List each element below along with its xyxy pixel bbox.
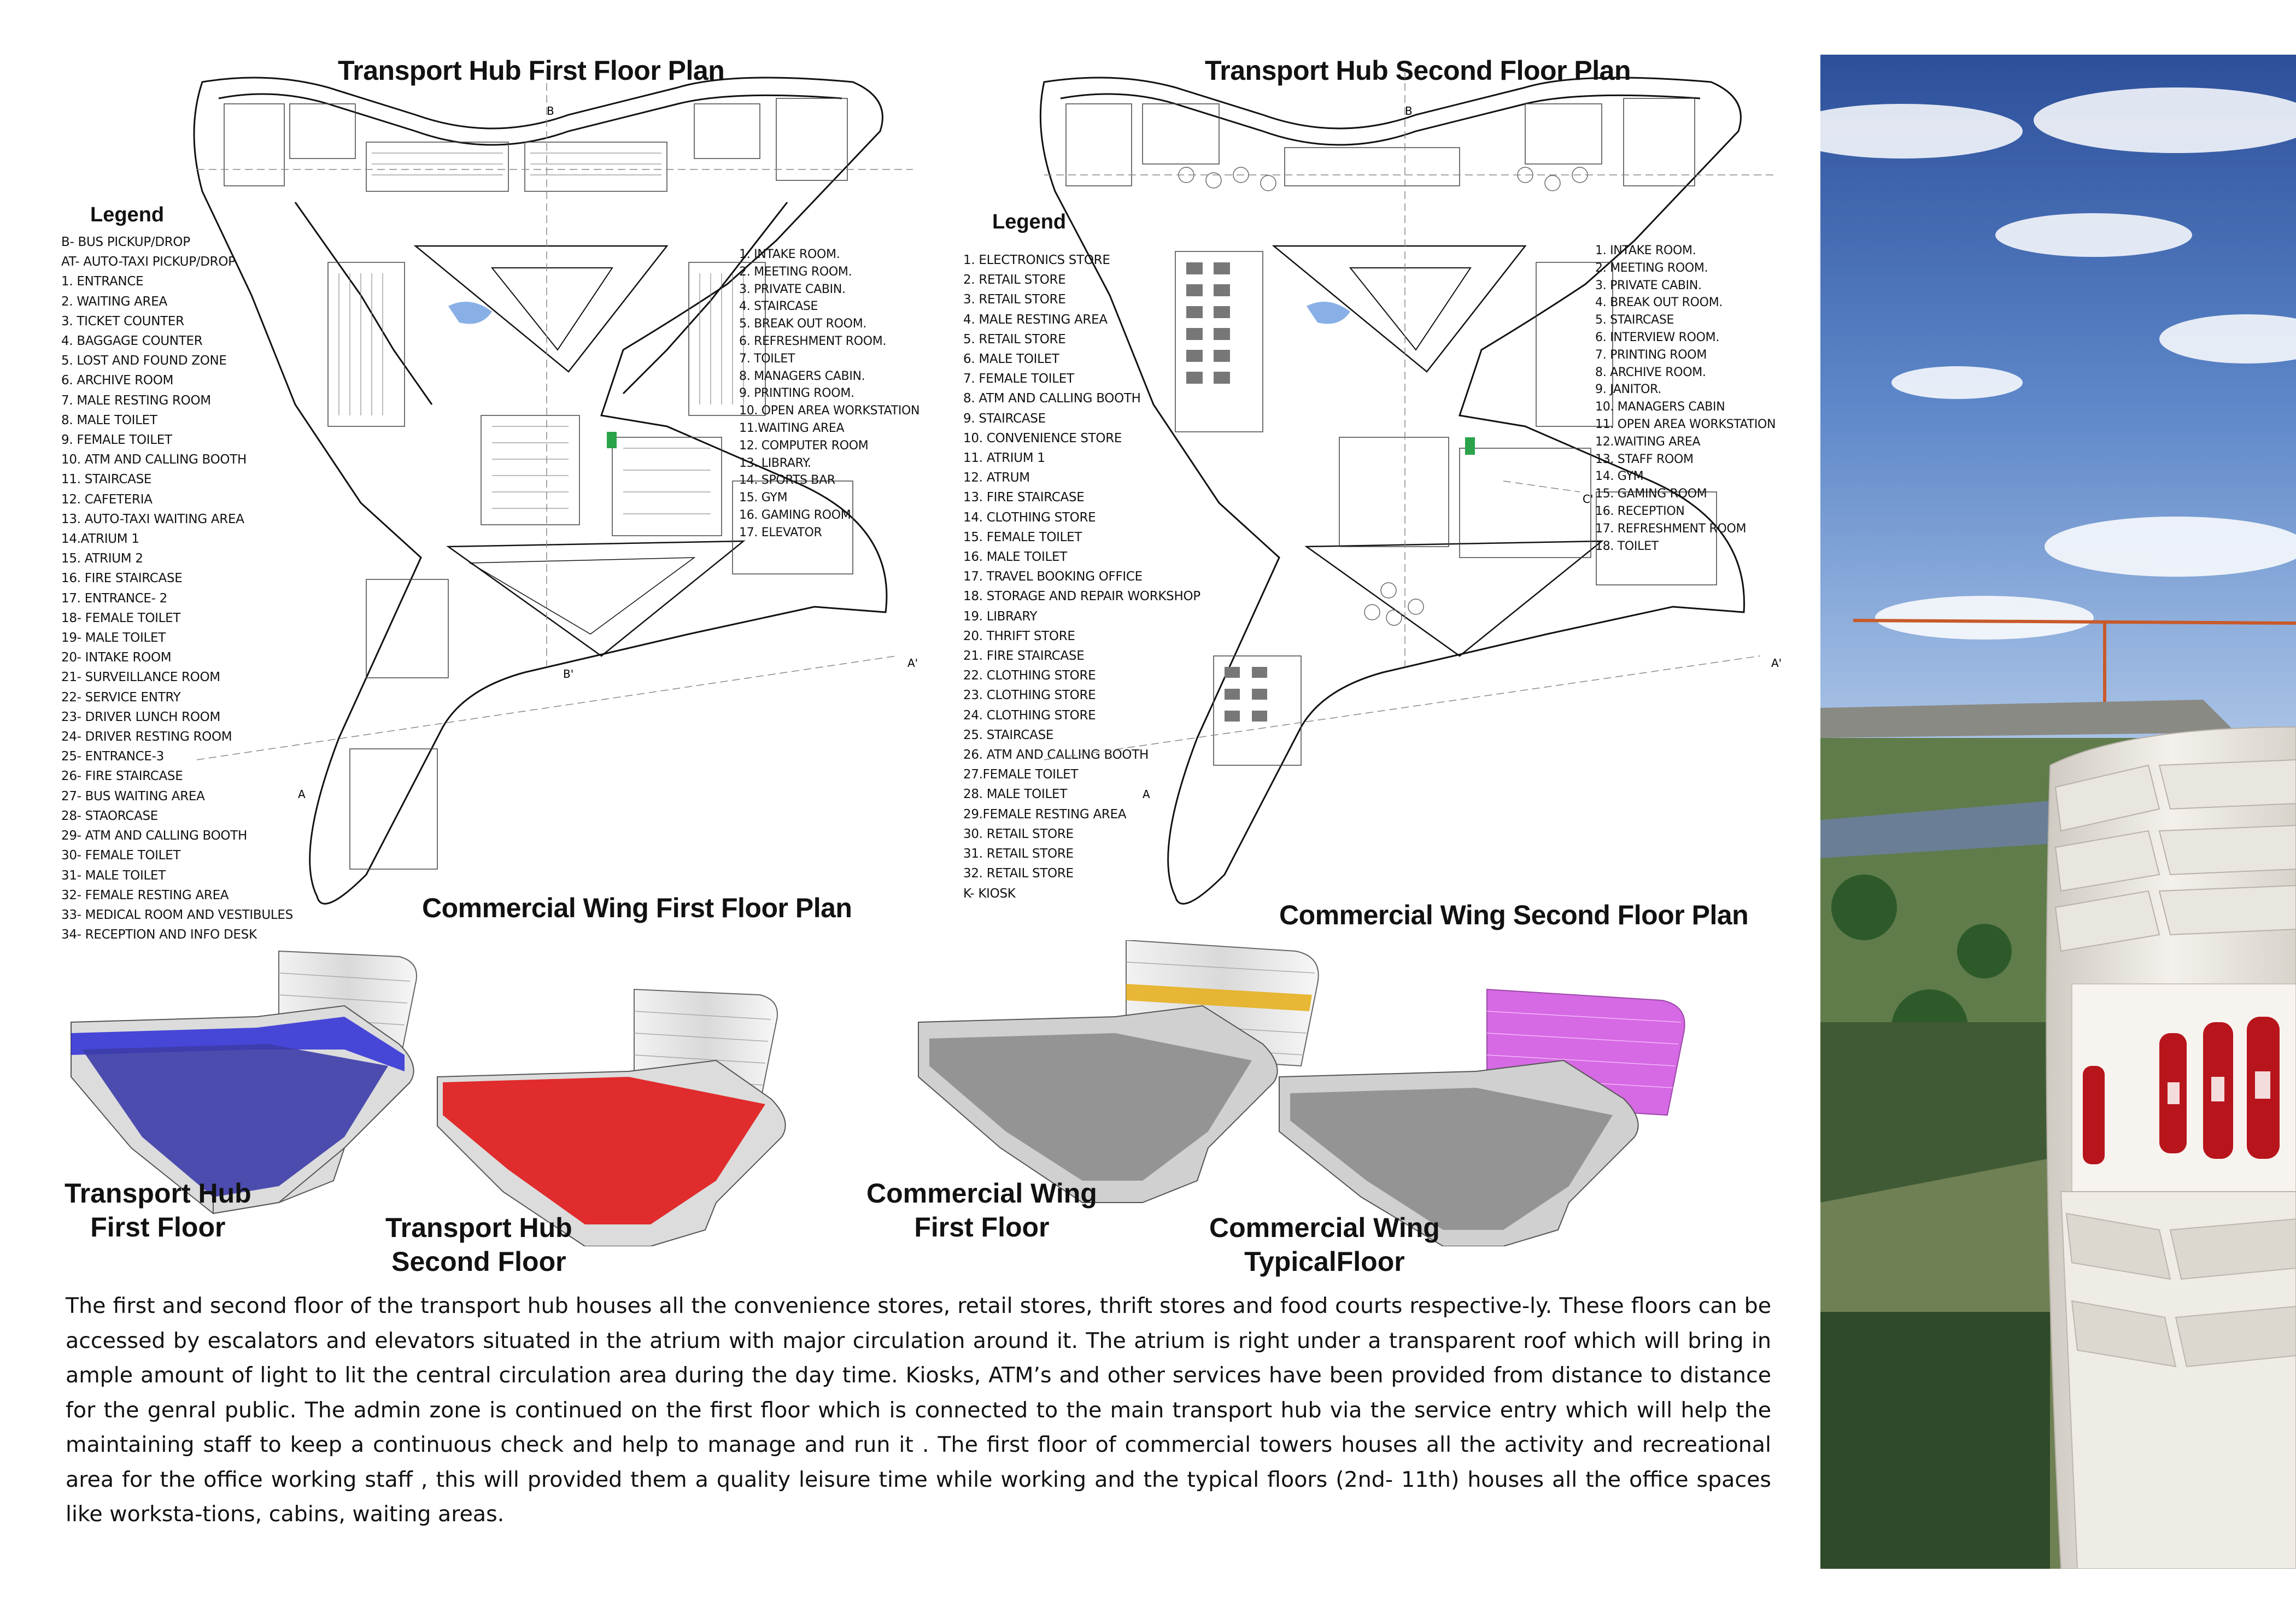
title-commercial-wing-second-floor-plan: Commercial Wing Second Floor Plan bbox=[1279, 900, 1749, 930]
room-list-item: 16. GAMING ROOM bbox=[739, 508, 851, 522]
legend-item: B- BUS PICKUP/DROP bbox=[61, 235, 190, 249]
legend-item: 31- MALE TOILET bbox=[61, 868, 166, 883]
iso-label-transport-hub-second-floor bbox=[385, 1211, 572, 1279]
iso-transport-hub-second-floor bbox=[437, 989, 786, 1246]
iso-label-line: Transport Hub bbox=[65, 1178, 251, 1209]
legend-item: AT- AUTO-TAXI PICKUP/DROP bbox=[61, 255, 236, 269]
legend-item: 1. ELECTRONICS STORE bbox=[963, 253, 1110, 267]
iso-label-line: TypicalFloor bbox=[1244, 1246, 1405, 1277]
legend-item: 24. CLOTHING STORE bbox=[963, 708, 1096, 723]
room-list-item: 12. COMPUTER ROOM bbox=[739, 438, 869, 453]
iso-label-line: First Floor bbox=[914, 1212, 1050, 1242]
section-mark-b: B bbox=[1405, 104, 1413, 118]
room-list-item: 13. LIBRARY. bbox=[739, 456, 811, 470]
legend-item: 18. STORAGE AND REPAIR WORKSHOP bbox=[963, 589, 1200, 604]
description-paragraph: The first and second floor of the transport hub houses all the convenience stores, retail stores, thrift stores and food courts respective-ly. These floors can be accessed by escalators and elevators situated in the atrium with major circulation around it. The atrium is right under a transparent roof which will bring in ample amount of light to lit the central circulation area during the day time. Kiosks, ATM’s and other services have been provided from distance to distance for the genral public. The admin zone is continued on the first floor which is connected to the main transport hub via the service entry which will help the maintaining staff to keep a continuous check and help to manage and run it . The first floor of commercial towers houses all the activity and recreational area for the office working staff , this will provided them a quality leisure time while working and the typical floors (2nd- 11th) houses all the office spaces like worksta-tions, cabins, waiting areas. bbox=[66, 1293, 1771, 1527]
title-transport-hub-first-floor-plan: Transport Hub First Floor Plan bbox=[338, 55, 725, 86]
legend-item: 8. ATM AND CALLING BOOTH bbox=[963, 391, 1141, 406]
legend-item: 2. WAITING AREA bbox=[61, 294, 167, 309]
iso-label-line: Second Floor bbox=[391, 1246, 566, 1277]
title-transport-hub-second-floor-plan: Transport Hub Second Floor Plan bbox=[1205, 55, 1631, 86]
title-commercial-wing-first-floor-plan: Commercial Wing First Floor Plan bbox=[422, 893, 852, 923]
legend-item: 3. TICKET COUNTER bbox=[61, 314, 184, 329]
room-list-item: 13. STAFF ROOM bbox=[1595, 452, 1694, 466]
legend-heading-first-floor: Legend bbox=[90, 203, 165, 226]
room-list-item: 14. GYM bbox=[1595, 470, 1644, 484]
legend-item: 12. ATRUM bbox=[963, 471, 1030, 485]
section-mark-a-prime: A' bbox=[907, 656, 918, 670]
room-list-item: 1. INTAKE ROOM. bbox=[1595, 244, 1696, 257]
legend-item: 23- DRIVER LUNCH ROOM bbox=[61, 710, 221, 724]
iso-label-line: First Floor bbox=[90, 1212, 226, 1242]
legend-item: 34- RECEPTION AND INFO DESK bbox=[61, 928, 257, 942]
room-list-item: 7. PRINTING ROOM bbox=[1595, 348, 1707, 362]
legend-item: 21- SURVEILLANCE ROOM bbox=[61, 670, 220, 685]
iso-commercial-wing-first-floor bbox=[918, 940, 1319, 1203]
room-list-item: 11.WAITING AREA bbox=[739, 421, 845, 435]
room-list-commercial-wing-first bbox=[739, 246, 919, 542]
legend-item: 4. MALE RESTING AREA bbox=[963, 312, 1108, 327]
room-list-item: 17. ELEVATOR bbox=[739, 525, 822, 540]
room-list-item: 17. REFRESHMENT ROOM bbox=[1595, 521, 1747, 536]
legend-item: 28- STAORCASE bbox=[61, 808, 159, 823]
room-list-item: 16. RECEPTION bbox=[1595, 504, 1685, 518]
room-list-item: 14. SPORTS BAR bbox=[739, 473, 835, 488]
room-list-item: 12.WAITING AREA bbox=[1595, 435, 1701, 449]
legend-item: 29.FEMALE RESTING AREA bbox=[963, 807, 1127, 822]
room-list-item: 7. TOILET bbox=[739, 351, 795, 366]
legend-item: 17. ENTRANCE- 2 bbox=[61, 591, 167, 606]
room-list-item: 9. PRINTING ROOM. bbox=[739, 386, 854, 401]
legend-item: 11. STAIRCASE bbox=[61, 472, 152, 487]
legend-item: 9. STAIRCASE bbox=[963, 411, 1046, 426]
legend-item: K- KIOSK bbox=[963, 886, 1016, 901]
legend-item: 29- ATM AND CALLING BOOTH bbox=[61, 829, 247, 843]
legend-item: 9. FEMALE TOILET bbox=[61, 433, 172, 448]
room-list-item: 9. JANITOR. bbox=[1595, 383, 1662, 397]
legend-item: 25- ENTRANCE-3 bbox=[61, 749, 164, 764]
room-list-item: 4. STAIRCASE bbox=[739, 300, 818, 314]
legend-item: 15. ATRIUM 2 bbox=[61, 552, 143, 566]
legend-item: 13. AUTO-TAXI WAITING AREA bbox=[61, 512, 244, 526]
legend-item: 7. FEMALE TOILET bbox=[963, 372, 1074, 386]
legend-item: 22- SERVICE ENTRY bbox=[61, 690, 181, 705]
legend-item: 6. ARCHIVE ROOM bbox=[61, 373, 174, 388]
legend-item: 31. RETAIL STORE bbox=[963, 847, 1074, 861]
section-mark-a-prime: A' bbox=[1771, 656, 1782, 670]
iso-transport-hub-first-floor bbox=[71, 951, 417, 1213]
legend-item: 25. STAIRCASE bbox=[963, 728, 1054, 742]
room-list-item: 11. OPEN AREA WORKSTATION bbox=[1595, 417, 1776, 431]
legend-heading-second-floor: Legend bbox=[992, 210, 1067, 233]
legend-item: 18- FEMALE TOILET bbox=[61, 611, 181, 625]
legend-item: 8. MALE TOILET bbox=[61, 413, 157, 427]
legend-item: 20- INTAKE ROOM bbox=[61, 650, 172, 665]
legend-item: 10. ATM AND CALLING BOOTH bbox=[61, 453, 247, 467]
legend-item: 5. LOST AND FOUND ZONE bbox=[61, 354, 227, 368]
room-list-item: 15. GYM bbox=[739, 491, 788, 505]
section-mark-b: B bbox=[547, 104, 554, 118]
legend-item: 21. FIRE STAIRCASE bbox=[963, 649, 1085, 664]
legend-item: 14. CLOTHING STORE bbox=[963, 510, 1096, 525]
section-mark-c-prime: C' bbox=[1583, 493, 1594, 506]
iso-label-transport-hub-first-floor bbox=[65, 1176, 251, 1244]
legend-item: 11. ATRIUM 1 bbox=[963, 451, 1045, 466]
legend-item: 3. RETAIL STORE bbox=[963, 292, 1066, 307]
room-list-item: 10. OPEN AREA WORKSTATION bbox=[739, 404, 920, 418]
legend-item: 24- DRIVER RESTING ROOM bbox=[61, 730, 232, 744]
room-list-item: 6. REFRESHMENT ROOM. bbox=[739, 334, 887, 348]
legend-item: 4. BAGGAGE COUNTER bbox=[61, 334, 203, 349]
legend-item: 6. MALE TOILET bbox=[963, 352, 1059, 367]
section-mark-a: A bbox=[298, 788, 306, 801]
room-list-item: 5. STAIRCASE bbox=[1595, 313, 1674, 327]
legend-item: 23. CLOTHING STORE bbox=[963, 688, 1096, 703]
legend-item: 2. RETAIL STORE bbox=[963, 273, 1066, 288]
legend-item: 27.FEMALE TOILET bbox=[963, 767, 1079, 782]
room-list-item: 18. TOILET bbox=[1595, 539, 1659, 553]
perspective-render-svg bbox=[1820, 55, 2296, 1569]
section-mark-b-prime: B' bbox=[563, 667, 574, 681]
legend-item: 7. MALE RESTING ROOM bbox=[61, 393, 211, 408]
legend-item: 19- MALE TOILET bbox=[61, 631, 166, 646]
iso-label-commercial-wing-first-floor bbox=[866, 1176, 1097, 1244]
legend-item: 16. FIRE STAIRCASE bbox=[61, 571, 183, 586]
legend-item: 30- FEMALE TOILET bbox=[61, 848, 181, 863]
legend-item: 19. LIBRARY bbox=[963, 609, 1038, 624]
iso-label-line: Commercial Wing bbox=[1209, 1212, 1440, 1243]
room-list-item: 8. MANAGERS CABIN. bbox=[739, 369, 865, 383]
legend-item: 20. THRIFT STORE bbox=[963, 629, 1075, 643]
legend-item: 16. MALE TOILET bbox=[963, 550, 1067, 565]
legend-item: 27- BUS WAITING AREA bbox=[61, 789, 205, 804]
room-list-item: 3. PRIVATE CABIN. bbox=[739, 282, 846, 296]
room-list-item: 2. MEETING ROOM. bbox=[739, 265, 852, 279]
legend-item: 32- FEMALE RESTING AREA bbox=[61, 888, 229, 902]
legend-item: 1. ENTRANCE bbox=[61, 274, 144, 289]
room-list-item: 8. ARCHIVE ROOM. bbox=[1595, 365, 1706, 379]
room-list-item: 10. MANAGERS CABIN bbox=[1595, 400, 1725, 414]
iso-label-commercial-wing-typical-floor bbox=[1209, 1211, 1440, 1279]
room-list-item: 2. MEETING ROOM. bbox=[1595, 261, 1708, 275]
legend-item: 15. FEMALE TOILET bbox=[963, 530, 1082, 544]
iso-label-line: Transport Hub bbox=[385, 1212, 572, 1243]
room-list-item: 1. INTAKE ROOM. bbox=[739, 248, 840, 261]
room-list-commercial-wing-second bbox=[1595, 242, 1776, 555]
legend-item: 26. ATM AND CALLING BOOTH bbox=[963, 748, 1149, 763]
legend-item: 26- FIRE STAIRCASE bbox=[61, 769, 183, 784]
room-list-item: 3. PRIVATE CABIN. bbox=[1595, 278, 1702, 292]
legend-item: 32. RETAIL STORE bbox=[963, 866, 1074, 881]
perspective-render-image bbox=[1820, 55, 2296, 1569]
legend-item: 13. FIRE STAIRCASE bbox=[963, 490, 1085, 505]
room-list-item: 6. INTERVIEW ROOM. bbox=[1595, 330, 1720, 344]
legend-item: 33- MEDICAL ROOM AND VESTIBULES bbox=[61, 907, 293, 922]
legend-item: 30. RETAIL STORE bbox=[963, 826, 1074, 841]
legend-item: 14.ATRIUM 1 bbox=[61, 532, 139, 547]
iso-label-line: Commercial Wing bbox=[866, 1178, 1097, 1209]
room-list-item: 4. BREAK OUT ROOM. bbox=[1595, 296, 1723, 310]
legend-item: 5. RETAIL STORE bbox=[963, 332, 1066, 347]
iso-commercial-wing-typical-floor bbox=[1279, 989, 1685, 1246]
legend-item: 28. MALE TOILET bbox=[963, 787, 1067, 802]
legend-item: 12. CAFETERIA bbox=[61, 492, 153, 507]
section-mark-a: A bbox=[1143, 788, 1150, 801]
room-list-item: 15. GAMING ROOM bbox=[1595, 487, 1707, 501]
legend-item: 22. CLOTHING STORE bbox=[963, 669, 1096, 683]
legend-item: 10. CONVENIENCE STORE bbox=[963, 431, 1122, 445]
room-list-item: 5. BREAK OUT ROOM. bbox=[739, 317, 867, 331]
legend-item: 17. TRAVEL BOOKING OFFICE bbox=[963, 570, 1143, 584]
